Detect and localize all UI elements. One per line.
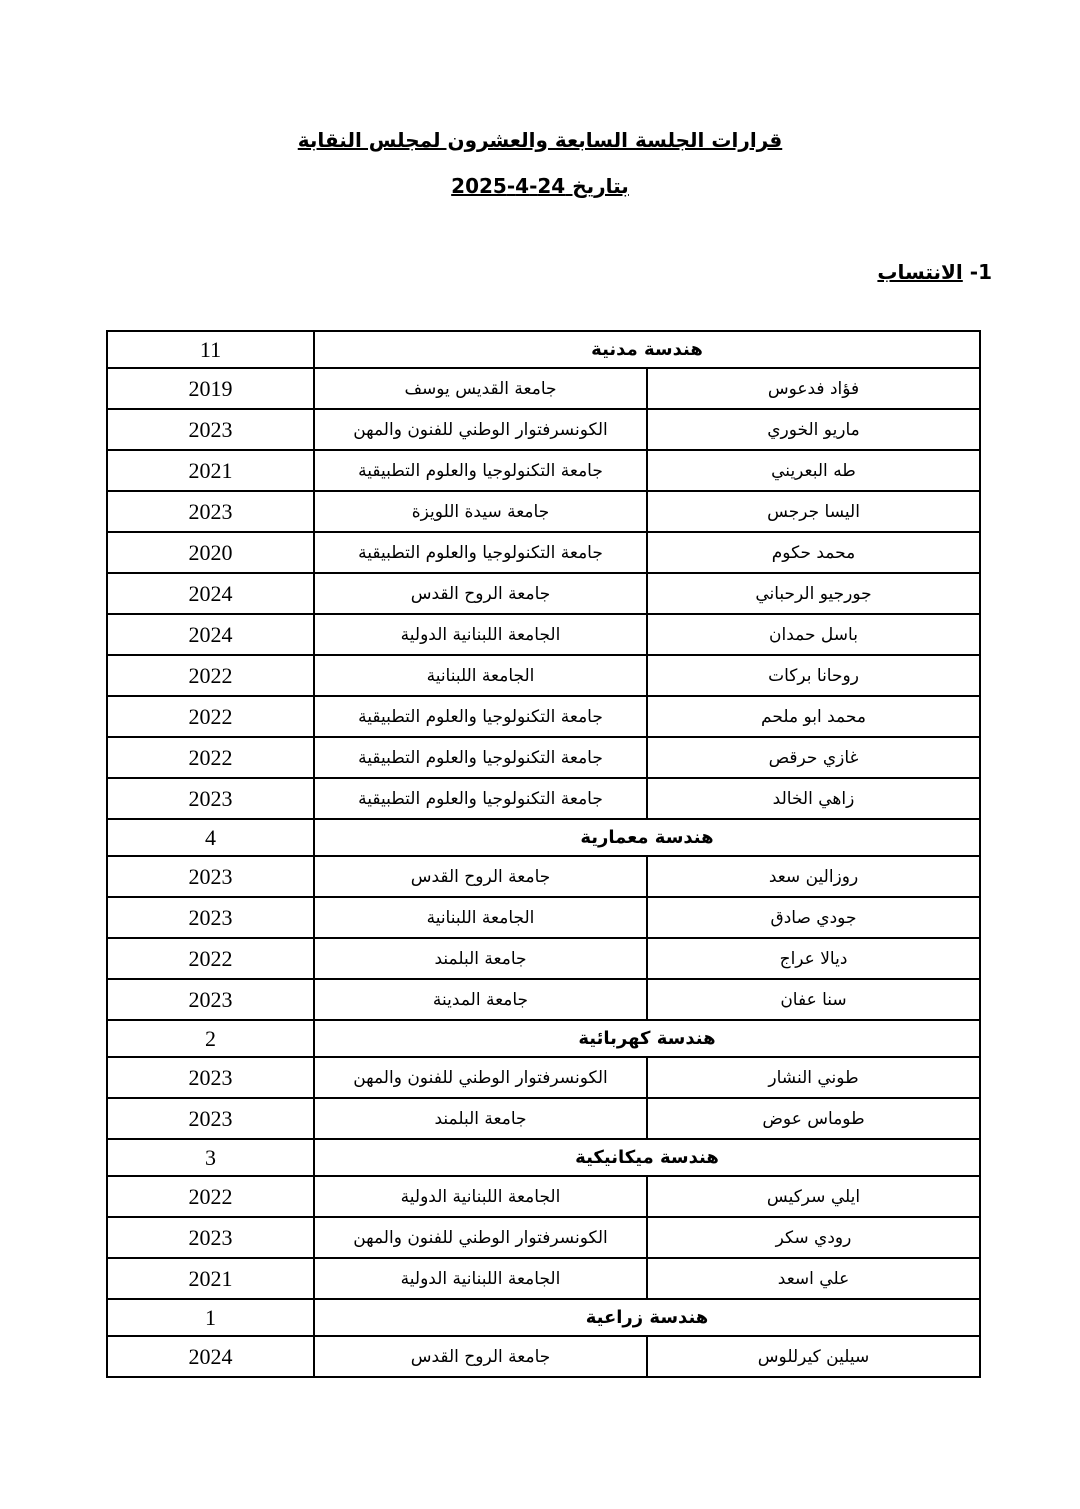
table-row bbox=[107, 856, 980, 897]
table-row bbox=[107, 655, 980, 696]
graduation-year: 2024 bbox=[107, 614, 314, 655]
member-name: باسل حمدان bbox=[647, 614, 980, 655]
university-cell: جامعة البلمند bbox=[314, 938, 647, 979]
graduation-year: 2024 bbox=[107, 573, 314, 614]
university-cell: جامعة التكنولوجيا والعلوم التطبيقية bbox=[314, 778, 647, 819]
member-name: روحانا بركات bbox=[647, 655, 980, 696]
category-title: هندسة ميكانيكية bbox=[314, 1139, 980, 1176]
graduation-year: 2019 bbox=[107, 368, 314, 409]
category-title: هندسة زراعية bbox=[314, 1299, 980, 1336]
graduation-year: 2023 bbox=[107, 1057, 314, 1098]
member-name: محمد حكوم bbox=[647, 532, 980, 573]
member-name: غازي حرقص bbox=[647, 737, 980, 778]
university-cell: الجامعة اللبنانية الدولية bbox=[314, 1258, 647, 1299]
category-row bbox=[107, 819, 980, 856]
university-cell: الكونسرفتوار الوطني للفنون والمهن bbox=[314, 1217, 647, 1258]
table-row bbox=[107, 450, 980, 491]
graduation-year: 2022 bbox=[107, 938, 314, 979]
graduation-year: 2022 bbox=[107, 696, 314, 737]
page-title: قرارات الجلسة السابعة والعشرون لمجلس النقابة bbox=[297, 128, 783, 152]
table-row bbox=[107, 368, 980, 409]
section-heading bbox=[877, 260, 992, 284]
table-row bbox=[107, 409, 980, 450]
category-title: هندسة كهربائية bbox=[314, 1020, 980, 1057]
table-row bbox=[107, 1336, 980, 1377]
member-name: طه البعريني bbox=[647, 450, 980, 491]
category-row bbox=[107, 1299, 980, 1336]
table-row bbox=[107, 778, 980, 819]
member-name: جودي صادق bbox=[647, 897, 980, 938]
graduation-year: 2023 bbox=[107, 856, 314, 897]
graduation-year: 2023 bbox=[107, 409, 314, 450]
table-row bbox=[107, 1098, 980, 1139]
graduation-year: 2022 bbox=[107, 655, 314, 696]
table-row bbox=[107, 1258, 980, 1299]
member-name: طوني النشار bbox=[647, 1057, 980, 1098]
category-row bbox=[107, 1020, 980, 1057]
university-cell: الجامعة اللبنانية bbox=[314, 897, 647, 938]
graduation-year: 2021 bbox=[107, 450, 314, 491]
member-name: اليسا جرجس bbox=[647, 491, 980, 532]
table-row bbox=[107, 1217, 980, 1258]
graduation-year: 2023 bbox=[107, 778, 314, 819]
university-cell: جامعة الروح القدس bbox=[314, 573, 647, 614]
category-count: 1 bbox=[107, 1299, 314, 1336]
member-name: زاهي الخالد bbox=[647, 778, 980, 819]
university-cell: الجامعة اللبنانية bbox=[314, 655, 647, 696]
university-cell: جامعة الروح القدس bbox=[314, 1336, 647, 1377]
graduation-year: 2023 bbox=[107, 897, 314, 938]
university-cell: جامعة التكنولوجيا والعلوم التطبيقية bbox=[314, 737, 647, 778]
member-name: ايلي سركيس bbox=[647, 1176, 980, 1217]
university-cell: جامعة التكنولوجيا والعلوم التطبيقية bbox=[314, 450, 647, 491]
member-name: ماريو الخوري bbox=[647, 409, 980, 450]
member-name: سنا عفان bbox=[647, 979, 980, 1020]
graduation-year: 2023 bbox=[107, 491, 314, 532]
member-name: رودي سكر bbox=[647, 1217, 980, 1258]
category-title: هندسة معمارية bbox=[314, 819, 980, 856]
university-cell: جامعة المدينة bbox=[314, 979, 647, 1020]
member-name: سيلين كيرللوس bbox=[647, 1336, 980, 1377]
category-row bbox=[107, 1139, 980, 1176]
university-cell: الكونسرفتوار الوطني للفنون والمهن bbox=[314, 409, 647, 450]
table-row bbox=[107, 614, 980, 655]
table-row bbox=[107, 1057, 980, 1098]
university-cell: جامعة القديس يوسف bbox=[314, 368, 647, 409]
university-cell: الكونسرفتوار الوطني للفنون والمهن bbox=[314, 1057, 647, 1098]
member-name: جورجيو الرحباني bbox=[647, 573, 980, 614]
graduation-year: 2021 bbox=[107, 1258, 314, 1299]
membership-table bbox=[106, 330, 981, 1378]
table-row bbox=[107, 979, 980, 1020]
graduation-year: 2020 bbox=[107, 532, 314, 573]
member-name: محمد ابو ملحم bbox=[647, 696, 980, 737]
category-count: 4 bbox=[107, 819, 314, 856]
table-row bbox=[107, 573, 980, 614]
graduation-year: 2022 bbox=[107, 1176, 314, 1217]
graduation-year: 2023 bbox=[107, 979, 314, 1020]
table-row bbox=[107, 532, 980, 573]
section-number: 1- bbox=[969, 260, 992, 284]
member-name: طوماس عوض bbox=[647, 1098, 980, 1139]
university-cell: جامعة التكنولوجيا والعلوم التطبيقية bbox=[314, 696, 647, 737]
member-name: علي اسعد bbox=[647, 1258, 980, 1299]
university-cell: جامعة سيدة اللويزة bbox=[314, 491, 647, 532]
section-label: الانتساب bbox=[877, 260, 963, 284]
graduation-year: 2022 bbox=[107, 737, 314, 778]
category-count: 3 bbox=[107, 1139, 314, 1176]
university-cell: الجامعة اللبنانية الدولية bbox=[314, 1176, 647, 1217]
table-row bbox=[107, 737, 980, 778]
member-name: ديالا عراج bbox=[647, 938, 980, 979]
university-cell: الجامعة اللبنانية الدولية bbox=[314, 614, 647, 655]
graduation-year: 2023 bbox=[107, 1098, 314, 1139]
university-cell: جامعة البلمند bbox=[314, 1098, 647, 1139]
category-row bbox=[107, 331, 980, 368]
table-row bbox=[107, 897, 980, 938]
page-date: بتاريخ 24-4-2025 bbox=[451, 174, 629, 198]
table-row bbox=[107, 938, 980, 979]
member-name: فؤاد فدعوس bbox=[647, 368, 980, 409]
graduation-year: 2023 bbox=[107, 1217, 314, 1258]
category-count: 2 bbox=[107, 1020, 314, 1057]
table-row bbox=[107, 1176, 980, 1217]
table-row bbox=[107, 696, 980, 737]
university-cell: جامعة التكنولوجيا والعلوم التطبيقية bbox=[314, 532, 647, 573]
category-count: 11 bbox=[107, 331, 314, 368]
graduation-year: 2024 bbox=[107, 1336, 314, 1377]
table-row bbox=[107, 491, 980, 532]
member-name: روزالين سعد bbox=[647, 856, 980, 897]
university-cell: جامعة الروح القدس bbox=[314, 856, 647, 897]
category-title: هندسة مدنية bbox=[314, 331, 980, 368]
